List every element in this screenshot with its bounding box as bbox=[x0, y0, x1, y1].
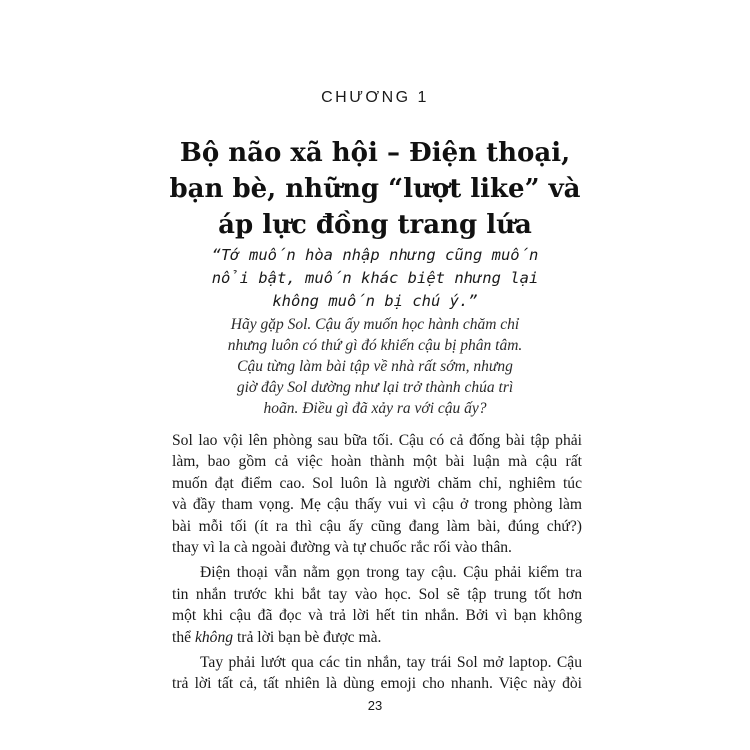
page-number: 23 bbox=[367, 698, 383, 713]
chapter-label: CHƯƠNG 1 bbox=[321, 89, 429, 106]
epigraph-line: không muốn bị chú ý.” bbox=[272, 292, 478, 310]
text-line: và đầy tham vọng. Mẹ cậu thấy vui vì cậu ở trong phòng làm bbox=[172, 496, 582, 514]
intro-line: hoãn. Điều gì đã xảy ra với cậu ấy? bbox=[263, 400, 487, 417]
text-line: muốn đạt điểm cao. Sol luôn là người chăm chỉ, nghiêm túc bbox=[172, 474, 582, 492]
text-line: bài mỗi tối (ít ra thì cậu ấy cũng đang làm bài, đúng chứ?) bbox=[172, 517, 582, 535]
text-fragment: thể bbox=[172, 628, 195, 646]
intro-summary bbox=[175, 314, 575, 419]
chapter-title-line: Bộ não xã hội – Điện thoại, bbox=[179, 138, 571, 168]
chapter-title bbox=[130, 135, 620, 243]
body-text bbox=[172, 430, 582, 699]
text-line: Tay phải lướt qua các tin nhắn, tay trái Sol mở laptop. Cậu bbox=[200, 654, 582, 672]
epigraph-quote bbox=[180, 244, 570, 313]
intro-line: Hãy gặp Sol. Cậu ấy muốn học hành chăm chỉ bbox=[230, 316, 520, 333]
emphasis-word: không bbox=[194, 628, 234, 646]
text-line bbox=[172, 627, 582, 648]
text-line: Điện thoại vẫn nằm gọn trong tay cậu. Cậu phải kiểm tra bbox=[200, 564, 582, 582]
chapter-title-line: áp lực đồng trang lứa bbox=[218, 210, 532, 240]
epigraph-line: nổi bật, muốn khác biệt nhưng lại bbox=[211, 269, 539, 287]
chapter-title-line: bạn bè, những “lượt like” và bbox=[169, 174, 581, 204]
text-line: tin nhắn trước khi bắt tay vào học. Sol sẽ tập trung tốt hơn bbox=[172, 585, 582, 603]
paragraph bbox=[172, 430, 582, 558]
text-line: thay vì la cà ngoài đường và tự chuốc rắc rối vào thân. bbox=[172, 539, 512, 557]
paragraph bbox=[172, 562, 582, 648]
text-line: trả lời tất cả, tất nhiên là dùng emoji cho nhanh. Việc này đòi bbox=[172, 675, 582, 693]
intro-line: Cậu từng làm bài tập về nhà rất sớm, nhưng bbox=[237, 358, 513, 375]
intro-line: nhưng luôn có thứ gì đó khiến cậu bị phân tâm. bbox=[227, 337, 523, 354]
intro-line: giờ đây Sol dường như lại trở thành chúa trì bbox=[236, 379, 514, 396]
text-fragment: trả lời bạn bè được mà. bbox=[233, 628, 382, 646]
text-line: Sol lao vội lên phòng sau bữa tối. Cậu có cả đống bài tập phải bbox=[172, 432, 582, 449]
paragraph bbox=[172, 652, 582, 695]
epigraph-line: “Tớ muốn hòa nhập nhưng cũng muốn bbox=[211, 246, 539, 264]
text-line: làm, bao gồm cả việc hoàn thành một bài luận mà cậu rất bbox=[172, 453, 582, 471]
text-line: một khi cậu đã đọc và trả lời hết tin nhắn. Bởi vì bạn không bbox=[172, 607, 582, 625]
